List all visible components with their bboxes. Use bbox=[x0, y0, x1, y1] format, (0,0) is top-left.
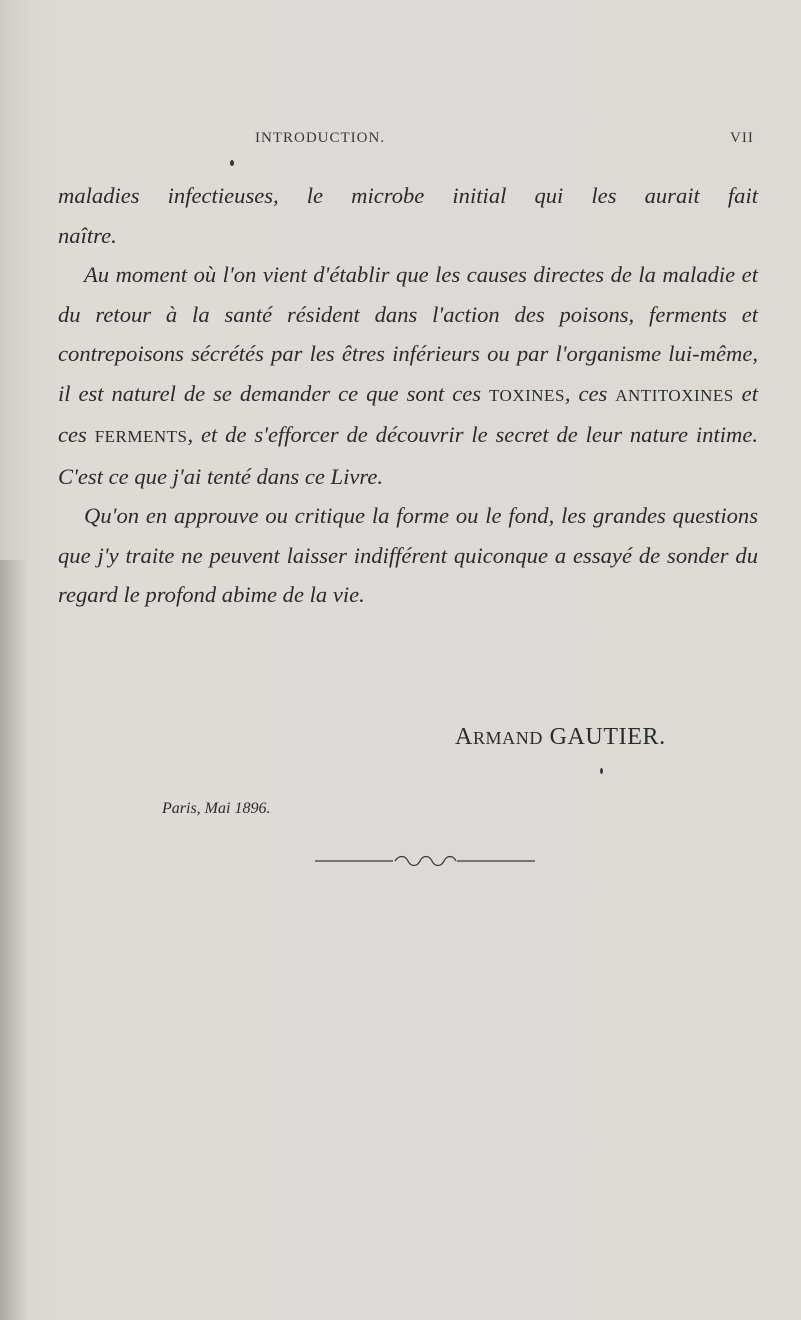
p2-text-2: , ces bbox=[564, 380, 616, 406]
page-edge-shadow bbox=[0, 560, 28, 1320]
end-ornament-icon bbox=[315, 852, 535, 870]
term-antitoxines: ANTITOXINES bbox=[615, 385, 734, 405]
paragraph-continuation bbox=[58, 176, 758, 216]
signature-initial: A bbox=[455, 724, 473, 750]
author-signature bbox=[455, 724, 666, 751]
place-date: Paris, Mai 1896. bbox=[162, 800, 271, 817]
p2-text-3: et ces bbox=[58, 380, 758, 447]
signature-first-rest: RMAND bbox=[472, 728, 543, 748]
p2-text-4: , et de s'efforcer de découvrir le secret de leur nature intime. C'est ce que j'ai tenté dans ce Livre. bbox=[58, 422, 758, 489]
body-text bbox=[58, 176, 758, 615]
p1-line2: naître. bbox=[58, 222, 117, 248]
term-toxines: TOXINES bbox=[488, 385, 565, 405]
paragraph-continuation-end bbox=[58, 216, 758, 256]
paragraph-questions bbox=[58, 496, 758, 615]
p1-line1: maladies infectieuses, le microbe initial qui les aurait fait bbox=[58, 183, 758, 208]
running-title: INTRODUCTION. bbox=[255, 130, 386, 146]
term-ferments: FERMENTS bbox=[94, 427, 188, 446]
page-number: VII bbox=[730, 130, 754, 146]
signature-last-name: GAUTIER. bbox=[549, 724, 666, 750]
ink-speck bbox=[230, 160, 234, 166]
p2-text-1: Au moment où l'on vient d'établir que les causes directes de la maladie et du retour à la santé résident dans l'action des poisons, ferments et contrepoisons sécrétés par les êtres inférieurs ou par l'organisme lui-même, il est naturel de se demander ce que sont ces bbox=[58, 262, 758, 406]
p3-text: Qu'on en approuve ou critique la forme ou le fond, les grandes questions que j'y traite ne peuvent laisser indifférent quiconque a essayé de sonder du regard le profond abime de la vie. bbox=[58, 503, 758, 607]
ink-speck bbox=[600, 768, 603, 774]
paragraph-toxines bbox=[58, 255, 758, 496]
